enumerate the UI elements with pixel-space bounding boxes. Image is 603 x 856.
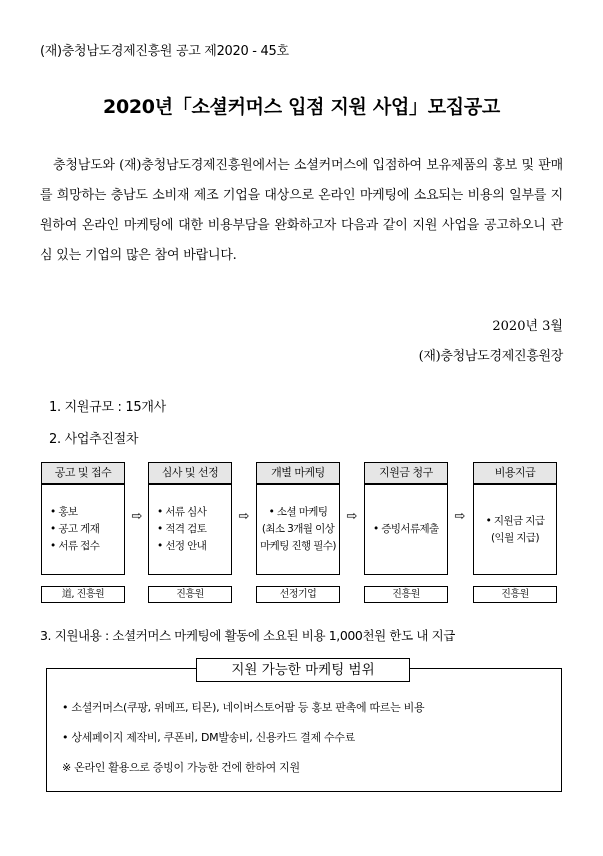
step-item: • 증빙서류제출 — [373, 523, 439, 535]
scope-title: 지원 가능한 마케팅 범위 — [196, 658, 410, 682]
arrow-right-icon: ⇨ — [346, 509, 358, 524]
section-support-content: 3. 지원내용 : 소셜커머스 마케팅에 활동에 소요된 비용 1,000천원 한도 내 지급 — [40, 628, 455, 643]
notice-number: (재)충청남도경제진흥원 공고 제2020 - 45호 — [40, 44, 289, 59]
step-org-review: 진흥원 — [148, 586, 232, 603]
step-item: • 적격 검토 — [157, 523, 207, 535]
step-item: (최소 3개월 이상 — [261, 523, 335, 535]
intro-text: 충청남도와 (재)충청남도경제진흥원에서는 소셜커머스에 입점하여 보유제품의 홍보 및 판매를 희망하는 충남도 소비재 제조 기업을 대상으로 온라인 마케팅에 소요되는 비용의 일부를 지원하여 온라인 마케팅에 대한 비용부담을 완화하고자 다음과 같이 지원 사업을 공고하오니 관심 있는 기업의 많은 참여 바랍니다. — [40, 158, 563, 263]
step-item: • 선정 안내 — [157, 540, 207, 552]
intro-paragraph — [40, 151, 563, 271]
step-item: • 서류 접수 — [50, 540, 100, 552]
step-item: 마케팅 진행 필수) — [260, 540, 336, 552]
scope-item: • 소셜커머스(쿠팡, 위메프, 티몬), 네이버스토어팜 등 홍보 판촉에 따르는 비용 — [62, 701, 425, 714]
step-org-announcement: 道, 진흥원 — [41, 586, 125, 603]
step-org-marketing: 선정기업 — [256, 586, 340, 603]
step-org-claim: 진흥원 — [364, 586, 448, 603]
step-org-payment: 진흥원 — [473, 586, 557, 603]
arrow-right-icon: ⇨ — [131, 509, 143, 524]
step-box-payment — [473, 484, 557, 575]
step-head-payment: 비용지급 — [473, 462, 557, 484]
scope-item: • 상세페이지 제작비, 쿠폰비, DM발송비, 신용카드 결제 수수료 — [62, 731, 356, 744]
step-box-review — [148, 484, 232, 575]
arrow-right-icon: ⇨ — [238, 509, 250, 524]
scope-note: ※ 온라인 활용으로 증빙이 가능한 건에 한하여 지원 — [62, 761, 300, 774]
step-item: • 서류 심사 — [157, 506, 207, 518]
step-item: • 홍보 — [50, 506, 78, 518]
step-head-announcement: 공고 및 접수 — [41, 462, 125, 484]
issuer-name: (재)충청남도경제진흥원장 — [418, 349, 563, 364]
step-item: • 공고 게재 — [50, 523, 100, 535]
step-head-claim: 지원금 청구 — [364, 462, 448, 484]
step-head-marketing: 개별 마케팅 — [256, 462, 340, 484]
arrow-right-icon: ⇨ — [454, 509, 466, 524]
section-procedure: 2. 사업추진절차 — [49, 432, 139, 447]
step-box-announcement — [41, 484, 125, 575]
scope-list — [62, 699, 557, 789]
step-head-review: 심사 및 선정 — [148, 462, 232, 484]
step-box-claim — [364, 484, 448, 575]
notice-date: 2020년 3월 — [492, 319, 563, 334]
step-item: • 지원금 지급 — [485, 514, 545, 527]
section-support-scale: 1. 지원규모 : 15개사 — [49, 400, 166, 415]
page-title: 2020년「소셜커머스 입점 지원 사업」모집공고 — [103, 96, 500, 118]
step-box-marketing — [256, 484, 340, 575]
step-item: (익월 지급) — [491, 531, 539, 544]
step-item: • 소셜 마케팅 — [268, 506, 328, 518]
